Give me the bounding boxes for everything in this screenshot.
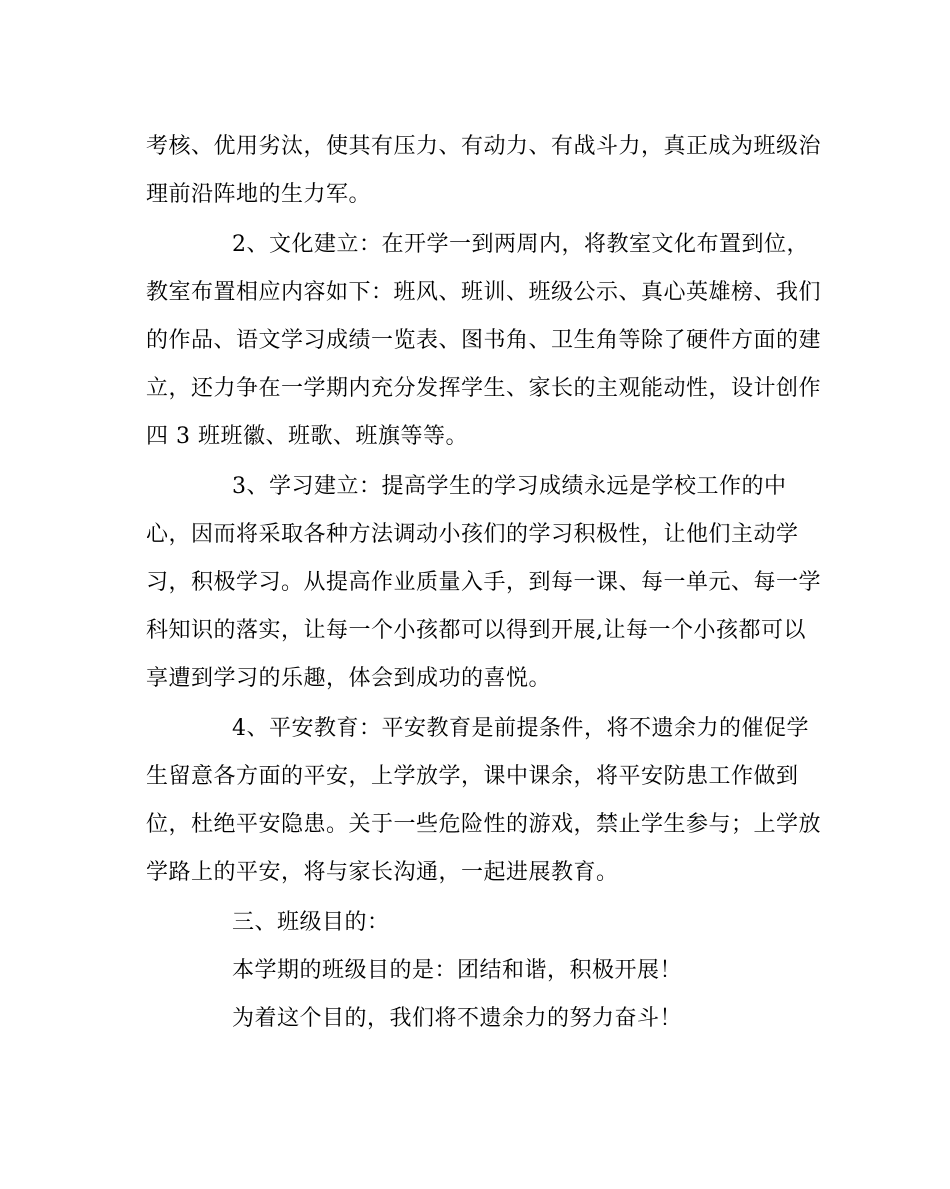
paragraph-line: 4、平安教育：平安教育是前提条件，将不遗余力的催促学: [232, 716, 809, 741]
paragraph-line: 3、学习建立：提高学生的学习成绩永远是学校工作的中: [232, 474, 787, 499]
paragraph-line: 生留意各方面的平安，上学放学，课中课余，将平安防患工作做到: [146, 764, 799, 789]
paragraph-line: 习，积极学习。从提高作业质量入手，到每一课、每一单元、每一学: [146, 570, 822, 595]
section-heading: 三、班级目的：: [232, 910, 390, 935]
paragraph-line: 心，因而将采取各种方法调动小孩们的学习积极性，让他们主动学: [146, 522, 799, 547]
paragraph-line: 为着这个目的，我们将不遗余力的努力奋斗！: [232, 1006, 683, 1031]
paragraph-line: 科知识的落实，让每一个小孩都可以得到开展,让每一个小孩都可以: [146, 618, 806, 643]
paragraph-line: 教室布置相应内容如下：班风、班训、班级公示、真心英雄榜、我们: [146, 280, 822, 305]
paragraph-line: 2、文化建立：在开学一到两周内，将教室文化布置到位，: [232, 232, 809, 257]
paragraph-line: 立，还力争在一学期内充分发挥学生、家长的主观能动性，设计创作: [146, 376, 822, 401]
paragraph-line: 本学期的班级目的是：团结和谐，积极开展！: [232, 958, 683, 983]
paragraph-line: 享遭到学习的乐趣，体会到成功的喜悦。: [146, 666, 552, 691]
paragraph-line: 理前沿阵地的生力军。: [146, 182, 372, 207]
paragraph-line: 学路上的平安，将与家长沟通，一起进展教育。: [146, 860, 619, 885]
paragraph-line: 位，杜绝平安隐患。关于一些危险性的游戏，禁止学生参与；上学放: [146, 812, 822, 837]
paragraph-line: 考核、优用劣汰，使其有压力、有动力、有战斗力，真正成为班级治: [146, 134, 822, 159]
paragraph-line: 四 3 班班徽、班歌、班旗等等。: [146, 424, 468, 449]
paragraph-line: 的作品、语文学习成绩一览表、图书角、卫生角等除了硬件方面的建: [146, 328, 822, 353]
